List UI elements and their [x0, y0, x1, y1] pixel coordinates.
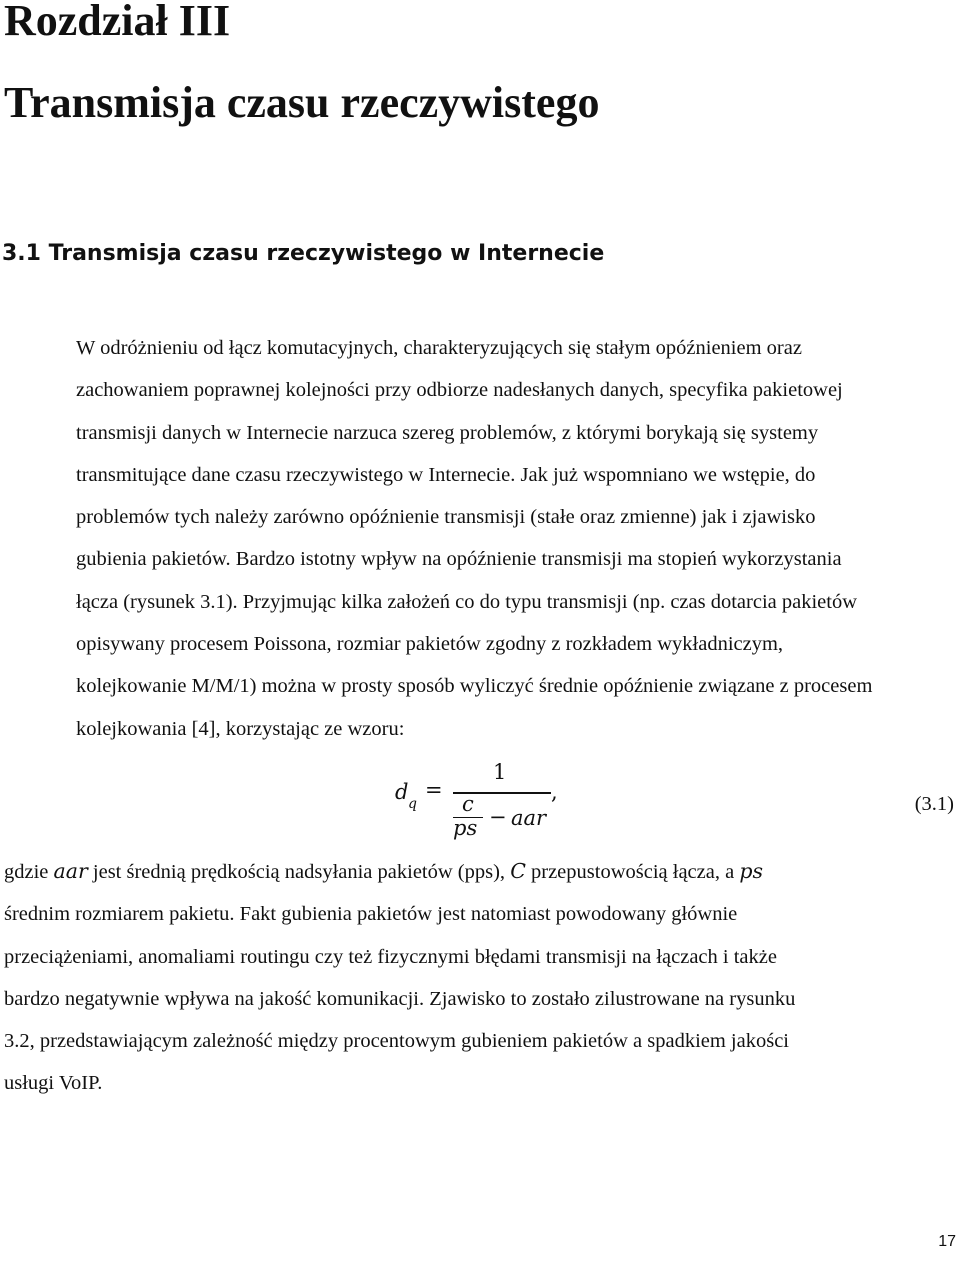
delay-formula [395, 760, 575, 846]
math-c: C [510, 859, 526, 883]
equation-number: (3.1) [914, 793, 954, 815]
text-line: zachowaniem poprawnej kolejności przy odbiorze nadesłanych danych, specyfika pakietowej [76, 379, 843, 402]
text-line: kolejkowania [4], korzystając ze wzoru: [76, 717, 405, 740]
section-heading: 3.1 Transmisja czasu rzeczywistego w Internecie [2, 241, 605, 266]
formula-lhs-subscript: q [408, 796, 417, 812]
text-line: problemów tych należy zarówno opóźnienie transmisji (stałe oraz zmienne) jak i zjawisko [76, 506, 816, 529]
text-line [4, 850, 956, 893]
formula-numerator: 1 [493, 760, 507, 784]
text-line: opisywany procesem Poissona, rozmiar pakietów zgodny z rozkładem wykładniczym, [76, 633, 784, 656]
formula-lhs: d [395, 780, 409, 804]
math-aar: aar [53, 859, 88, 883]
text-line: transmisji danych w Internecie narzuca szereg problemów, z którymi borykają się systemy [76, 421, 819, 444]
text-line: średnim rozmiarem pakietu. Fakt gubienia pakietów jest natomiast powodowany głównie [4, 903, 738, 926]
formula-equals: = [425, 778, 443, 802]
formula-inner-denominator: ps [453, 816, 478, 840]
formula-minus: − [489, 805, 507, 829]
text-line: gubienia pakietów. Bardzo istotny wpływ na opóźnienie transmisji ma stopień wykorzystania [76, 548, 842, 571]
text-line: kolejkowanie M/M/1) można w prosty sposób wyliczyć średnie opóźnienie związane z procesem [76, 675, 873, 698]
chapter-label: Rozdział III [4, 0, 231, 45]
paragraph-intro [4, 327, 956, 750]
formula-term: aar [511, 806, 547, 830]
text-span: gdzie [4, 861, 54, 883]
chapter-title: Transmisja czasu rzeczywistego [4, 78, 600, 127]
text-line: bardzo negatywnie wpływa na jakość komunikacji. Zjawisko to zostało zilustrowane na rysunku [4, 987, 796, 1010]
text-line: łącza (rysunek 3.1). Przyjmując kilka założeń co do typu transmisji (np. czas dotarcia pakietów [76, 590, 858, 613]
text-span: przepustowością łącza, a [525, 861, 740, 883]
text-line: transmitujące dane czasu rzeczywistego w Internecie. Jak już wspomniano we wstępie, do [76, 463, 816, 486]
math-ps: ps [739, 859, 763, 883]
text-line: usługi VoIP. [4, 1072, 103, 1095]
text-line: W odróżnieniu od łącz komutacyjnych, charakteryzujących się stałym opóźnieniem oraz [76, 337, 802, 359]
text-line: przeciążeniami, anomaliami routingu czy też fizycznymi błędami transmisji na łączach i także [4, 945, 777, 968]
text-span: jest średnią prędkością nadsyłania pakietów (pps), [87, 861, 511, 883]
formula-inner-numerator: c [462, 792, 474, 816]
page-number: 17 [938, 1233, 956, 1250]
text-line: 3.2, przedstawiającym zależność między procentowym gubieniem pakietów a spadkiem jakości [4, 1030, 789, 1053]
formula-comma: , [551, 780, 558, 804]
paragraph-definitions [4, 850, 956, 1105]
